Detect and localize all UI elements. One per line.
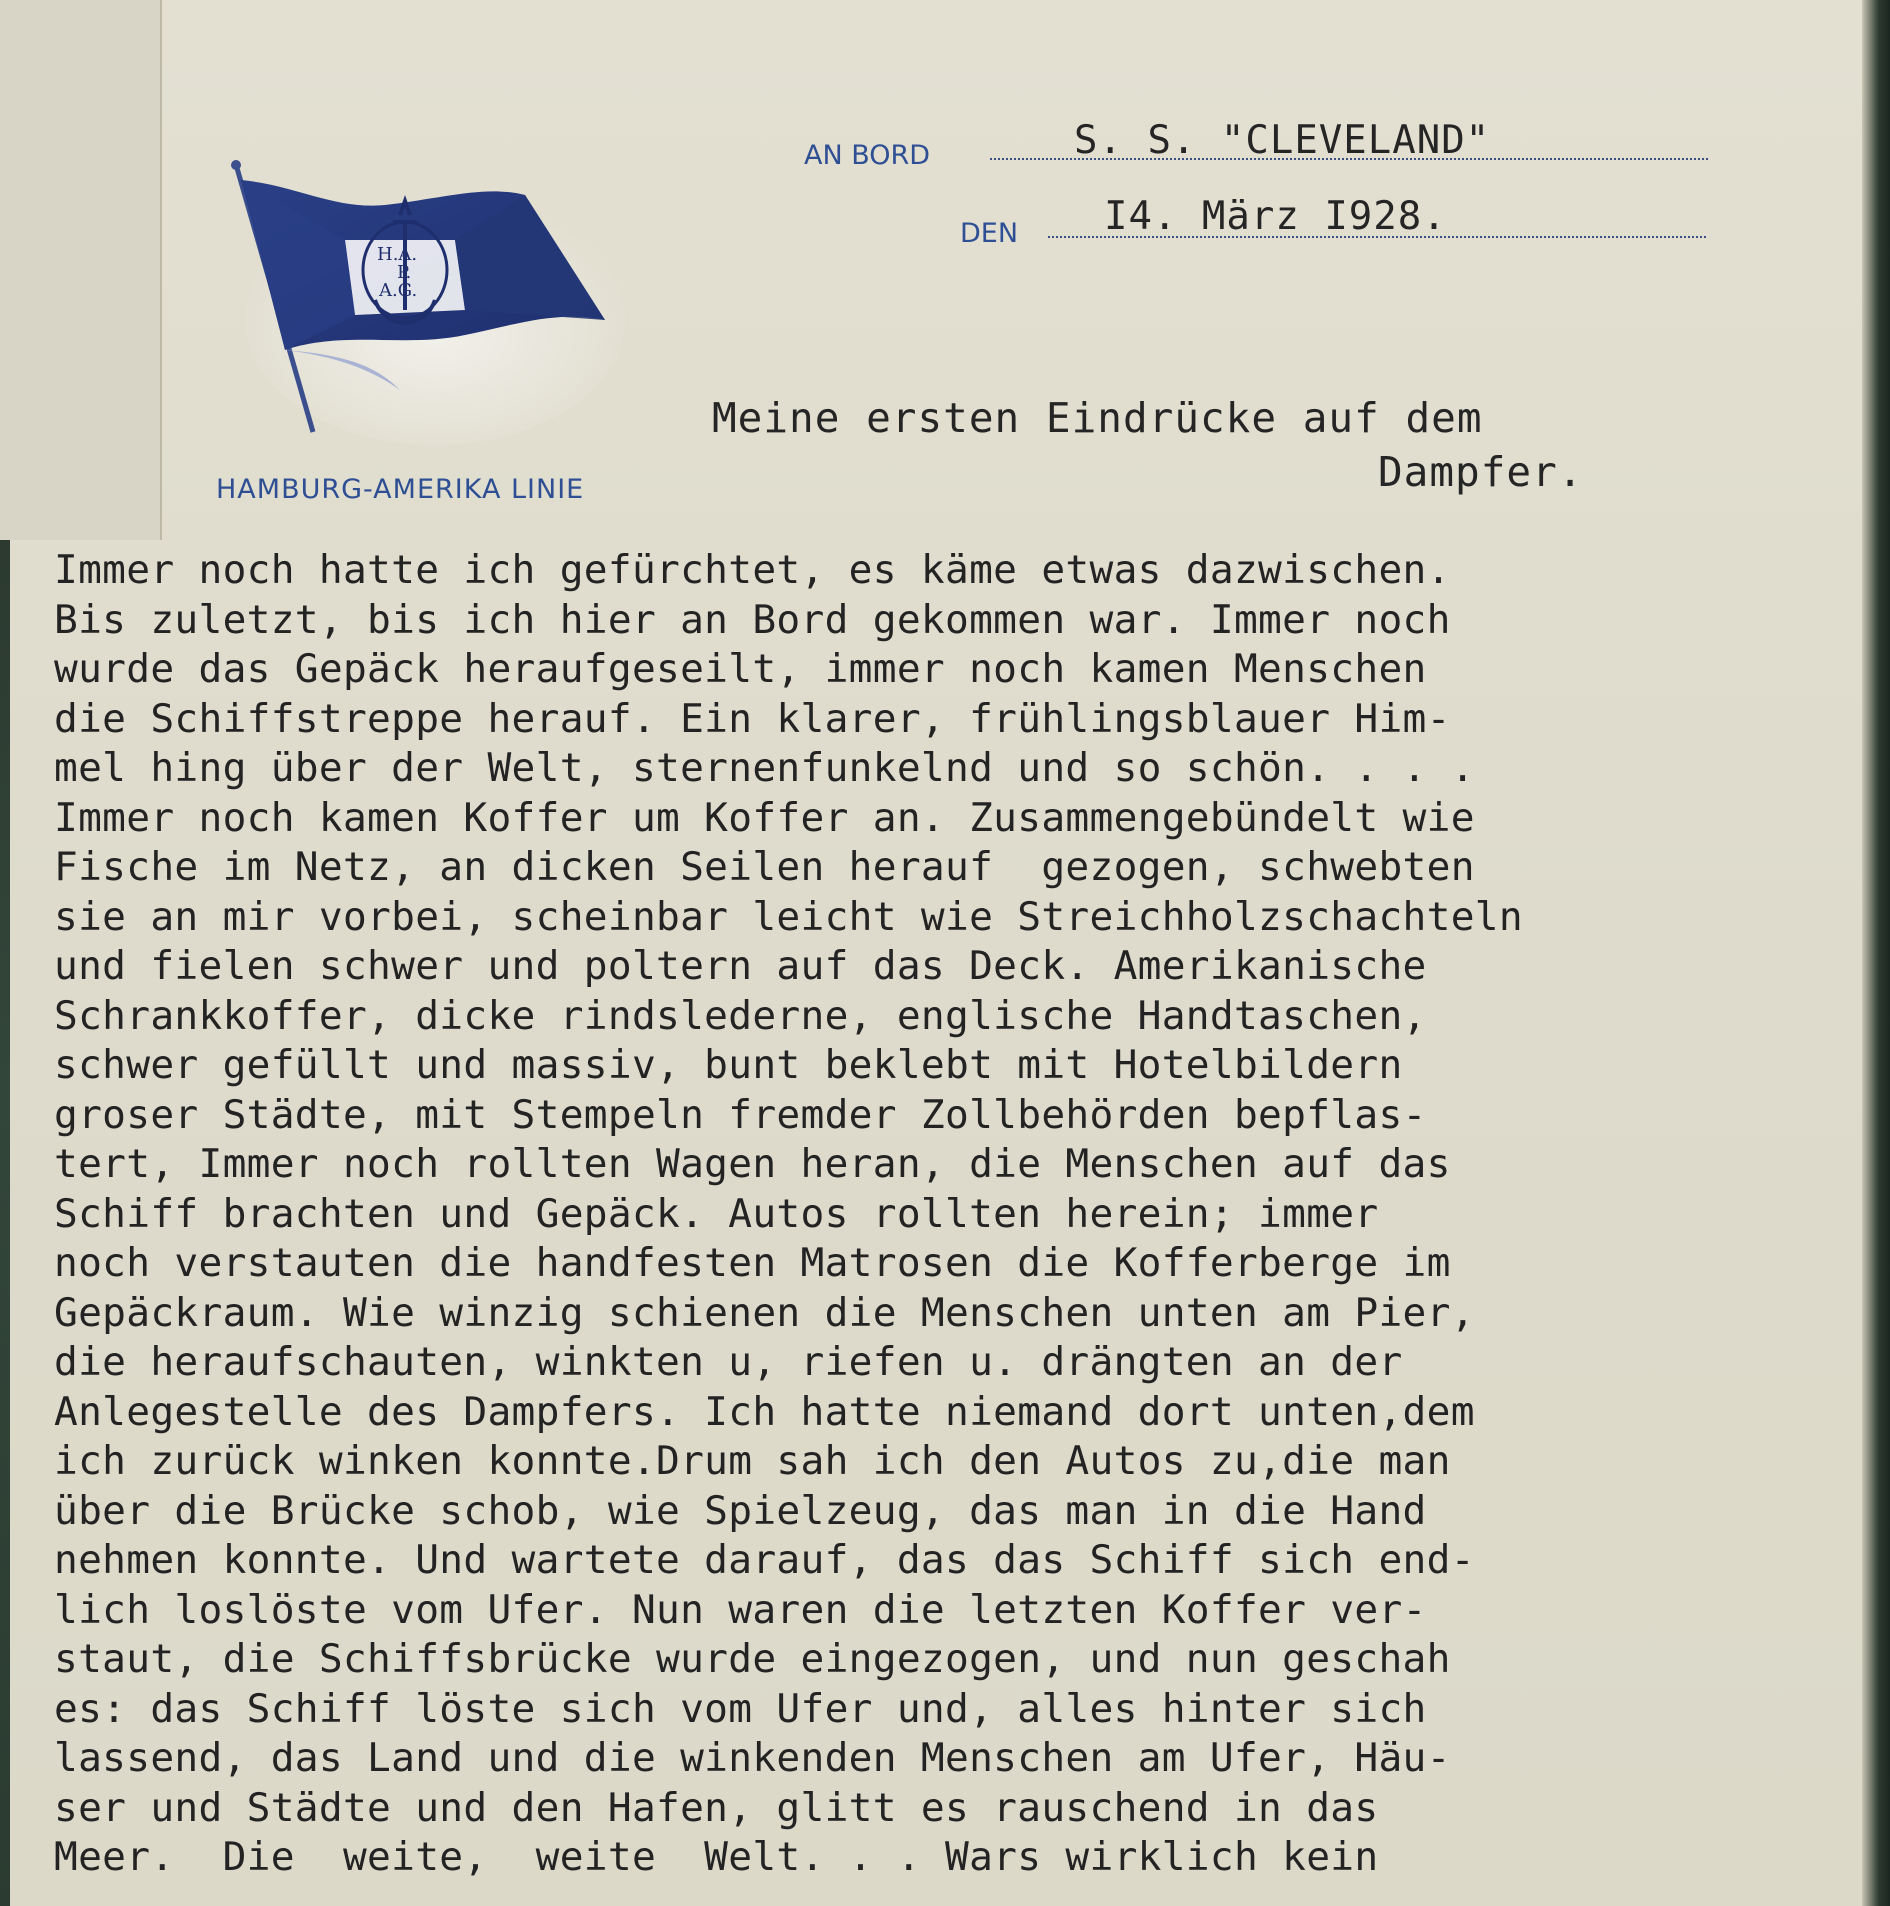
body-line: Meer. Die weite, weite Welt. . . Wars wirklich kein — [54, 1834, 1379, 1880]
body-line: Schrankkoffer, dicke rindslederne, englische Handtaschen, — [54, 992, 1427, 1039]
body-line: nehmen konnte. Und wartete darauf, das das Schiff sich end- — [54, 1537, 1475, 1583]
body-line: staut, die Schiffsbrücke wurde eingezogen, und nun geschah — [54, 1636, 1451, 1682]
company-name: HAMBURG-AMERIKA LINIE — [216, 474, 585, 505]
body-line: lassend, das Land und die winkenden Menschen am Ufer, Häu- — [54, 1735, 1451, 1781]
body-line: es: das Schiff löste sich vom Ufer und, alles hinter sich — [54, 1685, 1427, 1732]
body-line: wurde das Gepäck heraufgeseilt, immer noch kamen Menschen — [54, 646, 1427, 692]
body-line: und fielen schwer und poltern auf das Deck. Amerikanische — [54, 943, 1427, 989]
monogram-line-2: P. — [397, 262, 412, 283]
body-line: lich loslöste vom Ufer. Nun waren die letzten Koffer ver- — [54, 1586, 1427, 1633]
body-line: mel hing über der Welt, sternenfunkelnd und so schön. . . . — [54, 745, 1475, 791]
body-line: sie an mir vorbei, scheinbar leicht wie Streichholzschachteln — [54, 893, 1523, 940]
an-bord-label: AN BORD — [804, 140, 931, 171]
letterhead — [0, 0, 1860, 530]
body-line: ich zurück winken konnte.Drum sah ich den Autos zu,die man — [54, 1438, 1451, 1484]
letter-date: I4. März I928. — [1104, 194, 1447, 239]
body-line: Schiff brachten und Gepäck. Autos rollten herein; immer — [54, 1190, 1379, 1237]
body-line: Immer noch hatte ich gefürchtet, es käme etwas dazwischen. — [54, 547, 1451, 593]
body-line: Immer noch kamen Koffer um Koffer an. Zusammengebündelt wie — [54, 794, 1475, 841]
monogram-line-3: A.G. — [379, 280, 418, 301]
monogram-line-1: H.A. — [377, 244, 418, 265]
ship-name: S. S. "CLEVELAND" — [1074, 118, 1491, 163]
body-line: tert, Immer noch rollten Wagen heran, die Menschen auf das — [54, 1141, 1451, 1187]
letter-body — [54, 546, 1854, 1883]
title-line-2: Dampfer. — [1378, 448, 1584, 496]
background-right-edge — [1862, 0, 1890, 1906]
background-edge — [0, 540, 10, 1906]
body-line: Gepäckraum. Wie winzig schienen die Menschen unten am Pier, — [54, 1289, 1475, 1336]
body-line: Anlegestelle des Dampfers. Ich hatte niemand dort unten,dem — [54, 1388, 1475, 1435]
flag-logo-icon — [225, 150, 625, 450]
body-line: die Schiffstreppe herauf. Ein klarer, frühlingsblauer Him- — [54, 695, 1451, 742]
title-line-1: Meine ersten Eindrücke auf dem — [712, 394, 1483, 442]
body-line: ser und Städte und den Hafen, glitt es rauschend in das — [54, 1784, 1379, 1831]
den-label: DEN — [960, 218, 1019, 249]
body-line: über die Brücke schob, wie Spielzeug, das man in die Hand — [54, 1487, 1427, 1534]
body-line: schwer gefüllt und massiv, bunt beklebt mit Hotelbildern — [54, 1042, 1403, 1088]
body-line: noch verstauten die handfesten Matrosen die Kofferberge im — [54, 1240, 1451, 1286]
body-line: die heraufschauten, winkten u, riefen u. drängten an der — [54, 1339, 1403, 1385]
body-line: groser Städte, mit Stempeln fremder Zollbehörden bepflas- — [54, 1091, 1427, 1138]
body-line: Bis zuletzt, bis ich hier an Bord gekommen war. Immer noch — [54, 596, 1451, 643]
body-line: Fische im Netz, an dicken Seilen herauf gezogen, schwebten — [54, 844, 1475, 890]
